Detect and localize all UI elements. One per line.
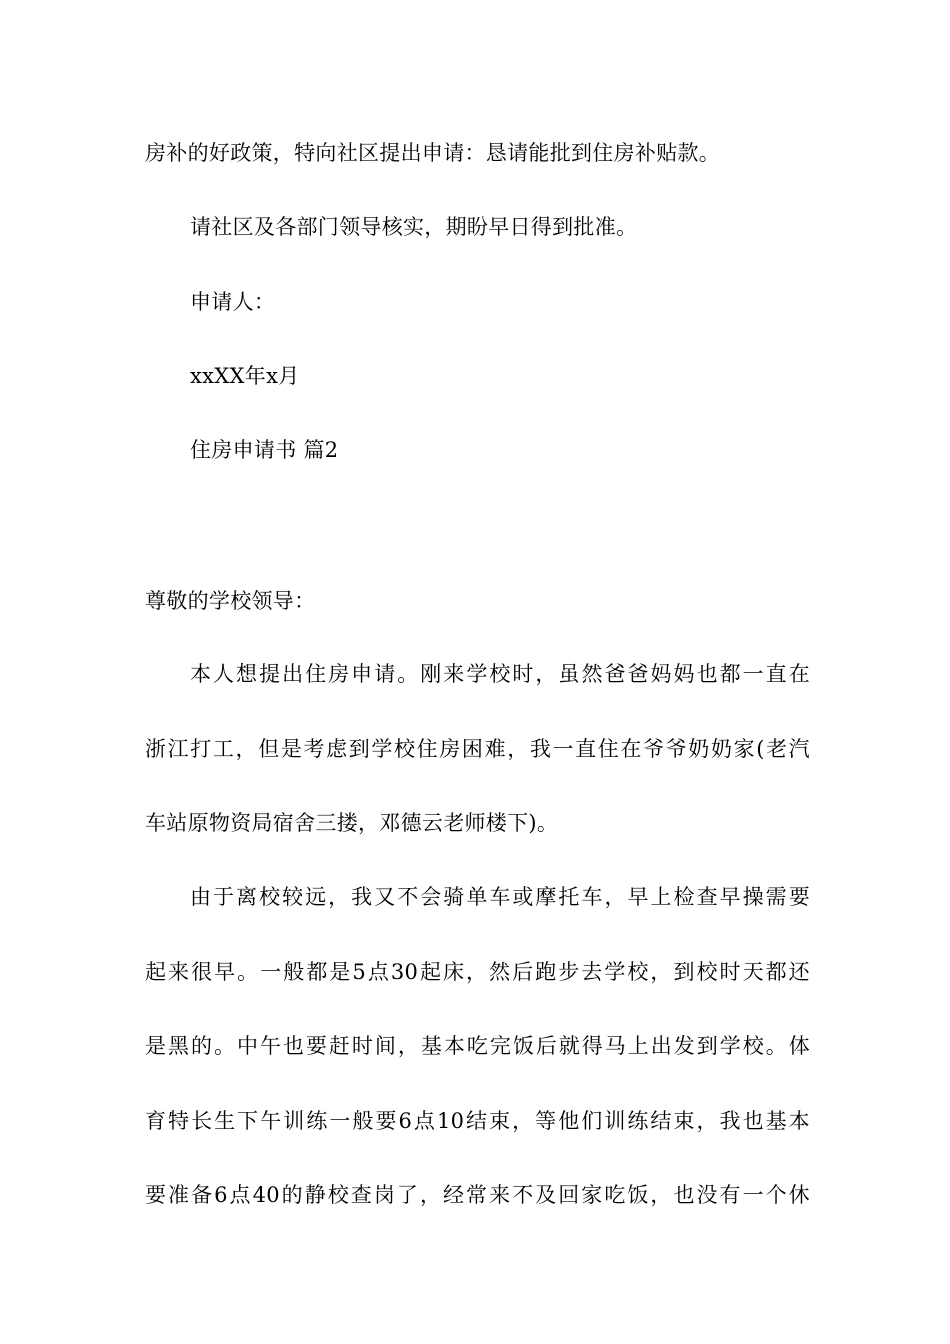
date-line: xxXX年x月 [190, 364, 300, 388]
text-line: 由于离校较远，我又不会骑单车或摩托车，早上检查早操需要 [190, 885, 810, 909]
text-line: 起来很早。一般都是5点30起床，然后跑步去学校，到校时天都还 [145, 960, 810, 984]
text-line: 是黑的。中午也要赶时间，基本吃完饭后就得马上出发到学校。体 [145, 1034, 810, 1058]
section-heading: 住房申请书 篇2 [190, 438, 339, 462]
salutation: 尊敬的学校领导： [145, 589, 316, 613]
text-line: 要准备6点40的静校查岗了，经常来不及回家吃饭，也没有一个休 [145, 1183, 810, 1207]
text-line: 申请人： [190, 290, 276, 314]
text-line: 房补的好政策，特向社区提出申请：恳请能批到住房补贴款。 [145, 141, 721, 165]
text-line: 车站原物资局宿舍三搂，邓德云老师楼下)。 [145, 811, 559, 835]
text-line: 育特长生下午训练一般要6点10结束，等他们训练结束，我也基本 [145, 1109, 810, 1133]
text-line: 本人想提出住房申请。刚来学校时，虽然爸爸妈妈也都一直在 [190, 662, 810, 686]
text-line: 浙江打工，但是考虑到学校住房困难，我一直住在爷爷奶奶家(老汽 [145, 737, 810, 761]
text-line: 请社区及各部门领导核实，期盼早日得到批准。 [190, 215, 638, 239]
